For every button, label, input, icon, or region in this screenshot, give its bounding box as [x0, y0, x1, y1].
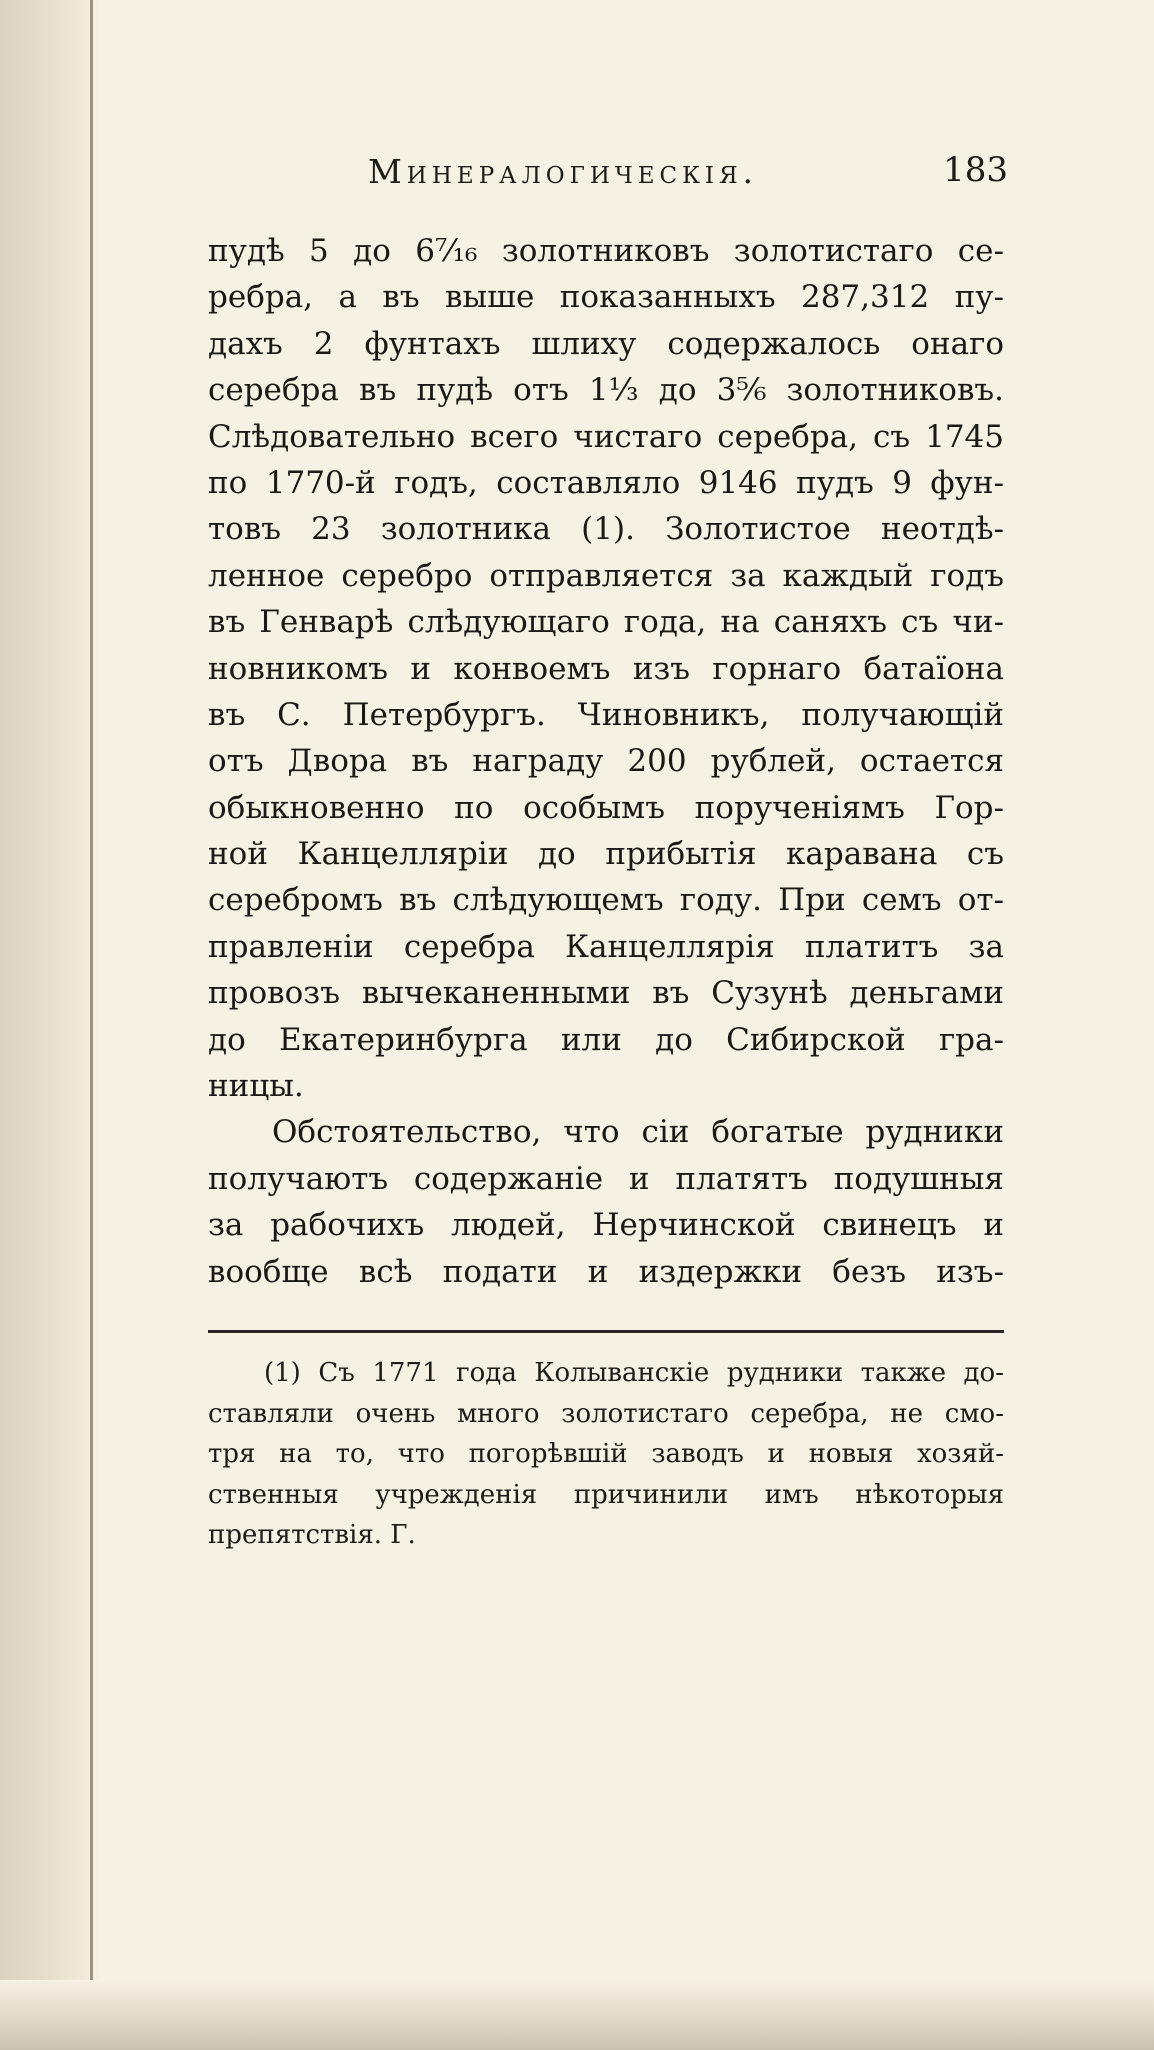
page-number: 183 — [943, 150, 1008, 190]
page-header — [368, 152, 1008, 202]
text-line: получаютъ содержаніе и платятъ подушныя — [208, 1160, 1004, 1197]
page-bottom-edge — [0, 1980, 1154, 2050]
text-line: ной Канцелляріи до прибытія каравана съ — [208, 836, 1004, 873]
footnote-line: (1) Съ 1771 года Колыванскіе рудники также до- — [264, 1358, 1004, 1388]
text-line: за рабочихъ людей, Нерчинской свинецъ и — [208, 1207, 1004, 1244]
footnote — [208, 1353, 1004, 1556]
footnote-line: препятствія. Г. — [208, 1520, 416, 1550]
footnote-separator-rule — [208, 1330, 1004, 1333]
main-text — [208, 228, 1004, 1295]
text-line: ницы. — [208, 1068, 304, 1105]
running-title: Минералогическія. — [368, 152, 759, 191]
text-line: провозъ вычеканенными въ Сузунѣ деньгами — [208, 975, 1004, 1012]
text-line: пудѣ 5 до 6⁷⁄₁₆ золотниковъ золотистаго се- — [208, 233, 1004, 269]
text-line: по 1770-й годъ, составляло 9146 пудъ 9 фун- — [208, 464, 1004, 501]
text-line: правленіи серебра Канцеллярія платитъ за — [208, 928, 1004, 965]
text-line: ребра, а въ выше показанныхъ 287,312 пу- — [208, 279, 1004, 316]
paragraph-start-line: Обстоятельство, что сіи богатые рудники — [272, 1114, 1004, 1151]
text-line: въ С. Петербургъ. Чиновникъ, получающій — [208, 696, 1004, 733]
text-line: до Екатеринбурга или до Сибирской гра- — [208, 1021, 1004, 1058]
text-line: серебра въ пудѣ отъ 1⅓ до 3⁵⁄₆ золотниковъ. — [208, 372, 1004, 409]
text-line: дахъ 2 фунтахъ шлиху содержалось онаго — [208, 325, 1004, 362]
text-line: новникомъ и конвоемъ изъ горнаго батаїона — [208, 650, 1004, 687]
footnote-line: тря на то, что погорѣвшій заводъ и новыя хозяй- — [208, 1439, 1004, 1469]
text-line: серебромъ въ слѣдующемъ году. При семъ от- — [208, 882, 1004, 919]
text-line: товъ 23 золотника (1). Золотистое неотдѣ- — [208, 511, 1004, 548]
binding-gutter-line — [90, 0, 93, 2050]
text-line: вообще всѣ подати и издержки безъ изъ- — [208, 1253, 1004, 1290]
footnote-line: ственныя учрежденія причинили имъ нѣкоторыя — [208, 1479, 1004, 1510]
text-line: ленное серебро отправляется за каждый годъ — [208, 557, 1004, 594]
footnote-line: ставляли очень много золотистаго серебра, не смо- — [208, 1398, 1004, 1429]
text-line: отъ Двора въ награду 200 рублей, остается — [208, 743, 1004, 780]
page-binding-margin — [0, 0, 100, 2050]
text-line: обыкновенно по особымъ порученіямъ Гор- — [208, 789, 1004, 826]
text-line: Слѣдовательно всего чистаго серебра, съ 1745 — [208, 418, 1004, 455]
text-line: въ Генварѣ слѣдующаго года, на саняхъ съ чи- — [208, 604, 1004, 641]
